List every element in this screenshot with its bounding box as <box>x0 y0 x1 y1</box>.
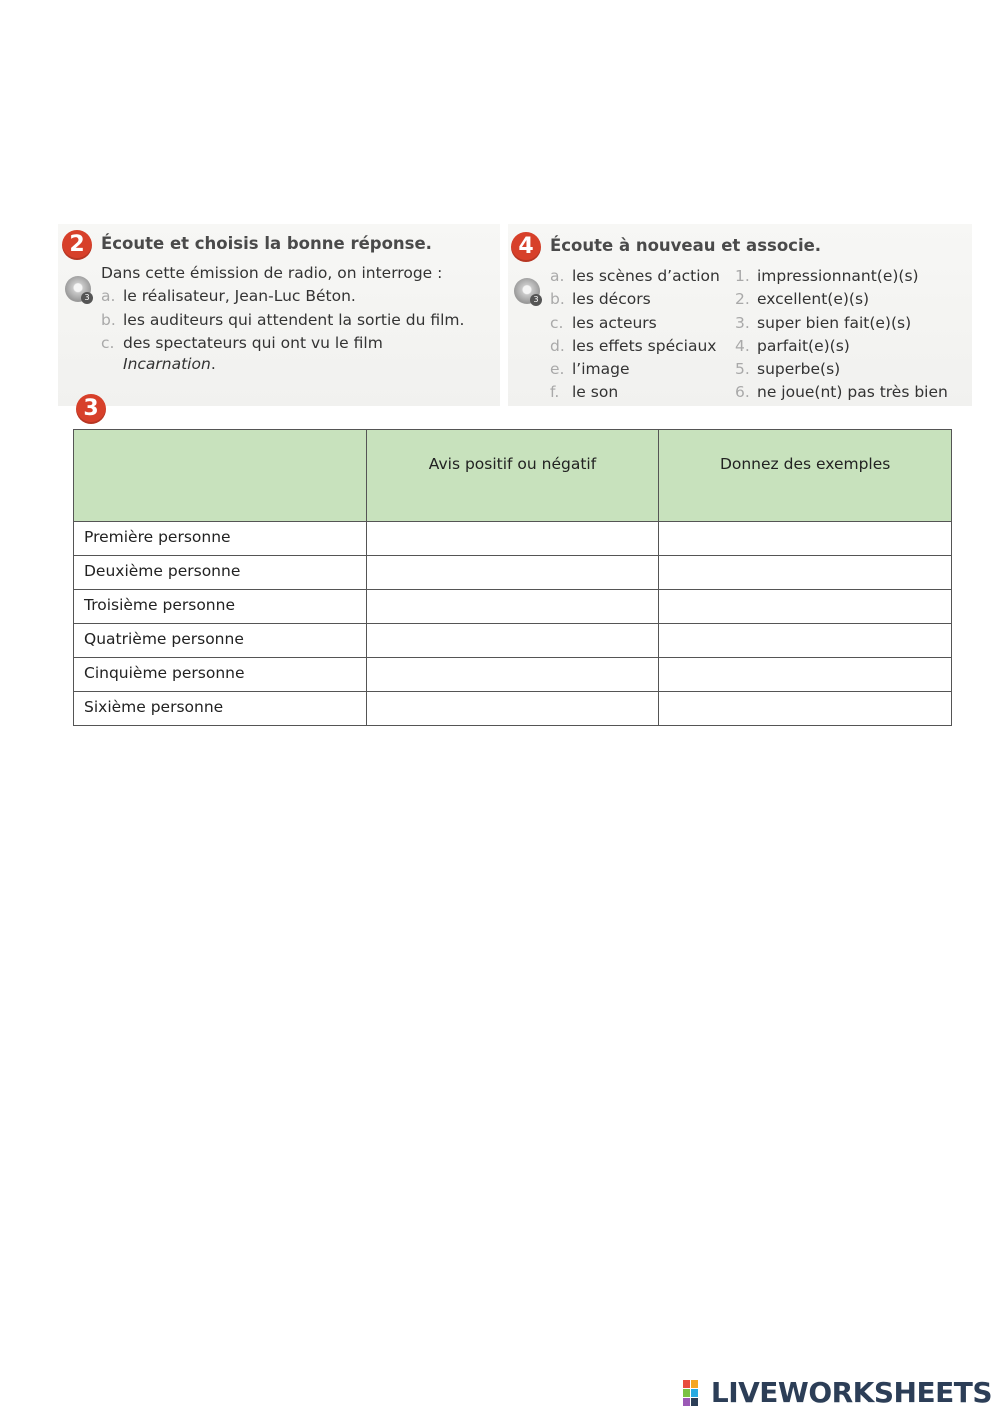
item-number: 6. <box>735 383 750 401</box>
item-letter: e. <box>550 360 565 378</box>
table-row <box>74 522 952 556</box>
table-row <box>74 692 952 726</box>
exercise-2-intro: Dans cette émission de radio, on interroge : <box>101 264 443 282</box>
exercise-3-number-badge: 3 <box>76 394 106 424</box>
item-text: l’image <box>572 360 630 378</box>
item-letter: b. <box>550 290 565 308</box>
item-text: le son <box>572 383 619 401</box>
header-examples: Donnez des exemples <box>659 430 952 522</box>
item-text: parfait(e)(s) <box>757 337 850 355</box>
exercise-4-adjective-6 <box>735 383 948 401</box>
examples-cell[interactable] <box>659 624 952 658</box>
opinion-cell[interactable] <box>366 692 659 726</box>
item-text: les scènes d’action <box>572 267 720 285</box>
exercise-4-item-b <box>550 290 651 308</box>
opinion-cell[interactable] <box>366 556 659 590</box>
period: . <box>210 355 216 373</box>
table-row <box>74 590 952 624</box>
exercise-4-adjective-2 <box>735 290 869 308</box>
option-text: le réalisateur, Jean-Luc Béton. <box>123 287 356 305</box>
film-title: Incarnation <box>123 355 211 373</box>
item-text: superbe(s) <box>757 360 841 378</box>
exercise-4-number-badge: 4 <box>511 232 541 262</box>
item-letter: c. <box>550 314 564 332</box>
exercise-2-option-a <box>101 287 356 305</box>
exercise-2-option-c <box>101 334 383 352</box>
brand-name: LIVEWORKSHEETS <box>710 1376 992 1409</box>
option-text: des spectateurs qui ont vu le film <box>123 334 383 352</box>
item-text: ne joue(nt) pas très bien <box>757 383 948 401</box>
item-text: les acteurs <box>572 314 657 332</box>
opinion-cell[interactable] <box>366 624 659 658</box>
item-text: super bien fait(e)(s) <box>757 314 912 332</box>
person-label: Deuxième personne <box>74 556 367 590</box>
examples-cell[interactable] <box>659 590 952 624</box>
item-number: 1. <box>735 267 750 285</box>
table-row <box>74 658 952 692</box>
track-number: 3 <box>530 294 542 306</box>
exercise-2-option-b <box>101 311 464 329</box>
examples-cell[interactable] <box>659 522 952 556</box>
exercise-4-item-c <box>550 314 657 332</box>
person-label: Sixième personne <box>74 692 367 726</box>
exercise-4-adjective-4 <box>735 337 850 355</box>
item-number: 2. <box>735 290 750 308</box>
exercise-4-item-d <box>550 337 716 355</box>
item-letter: d. <box>550 337 565 355</box>
option-letter: c. <box>101 334 115 352</box>
item-letter: a. <box>550 267 565 285</box>
audio-cd-icon[interactable] <box>514 278 540 304</box>
exercise-4-adjective-1 <box>735 267 919 285</box>
exercise-4-title: Écoute à nouveau et associe. <box>550 236 822 255</box>
audio-cd-icon[interactable] <box>65 276 91 302</box>
examples-cell[interactable] <box>659 556 952 590</box>
liveworksheets-brand[interactable] <box>682 1376 992 1409</box>
exercise-4-item-e <box>550 360 630 378</box>
track-number: 3 <box>81 292 93 304</box>
option-letter: a. <box>101 287 116 305</box>
exercise-2-number-badge: 2 <box>62 230 92 260</box>
table-header-row <box>74 430 952 522</box>
item-text: impressionnant(e)(s) <box>757 267 919 285</box>
exercise-4-adjective-3 <box>735 314 911 332</box>
opinion-cell[interactable] <box>366 522 659 556</box>
table-row <box>74 624 952 658</box>
opinion-cell[interactable] <box>366 590 659 624</box>
liveworksheets-logo-icon <box>682 1379 708 1407</box>
person-label: Cinquième personne <box>74 658 367 692</box>
item-text: les effets spéciaux <box>572 337 717 355</box>
item-number: 5. <box>735 360 750 378</box>
exercise-4-adjective-5 <box>735 360 840 378</box>
item-letter: f. <box>550 383 560 401</box>
exercise-2-option-c-continued <box>123 355 216 373</box>
examples-cell[interactable] <box>659 692 952 726</box>
exercise-4-item-a <box>550 267 720 285</box>
item-number: 3. <box>735 314 750 332</box>
exercise-2-title: Écoute et choisis la bonne réponse. <box>101 234 432 253</box>
exercise-4-item-f <box>550 383 618 401</box>
header-opinion: Avis positif ou négatif <box>366 430 659 522</box>
person-label: Quatrième personne <box>74 624 367 658</box>
item-text: les décors <box>572 290 651 308</box>
persons-table <box>73 429 952 726</box>
examples-cell[interactable] <box>659 658 952 692</box>
table-row <box>74 556 952 590</box>
item-number: 4. <box>735 337 750 355</box>
opinion-cell[interactable] <box>366 658 659 692</box>
person-label: Première personne <box>74 522 367 556</box>
option-text: les auditeurs qui attendent la sortie du film. <box>123 311 465 329</box>
person-label: Troisième personne <box>74 590 367 624</box>
header-empty <box>74 430 367 522</box>
option-letter: b. <box>101 311 116 329</box>
item-text: excellent(e)(s) <box>757 290 870 308</box>
